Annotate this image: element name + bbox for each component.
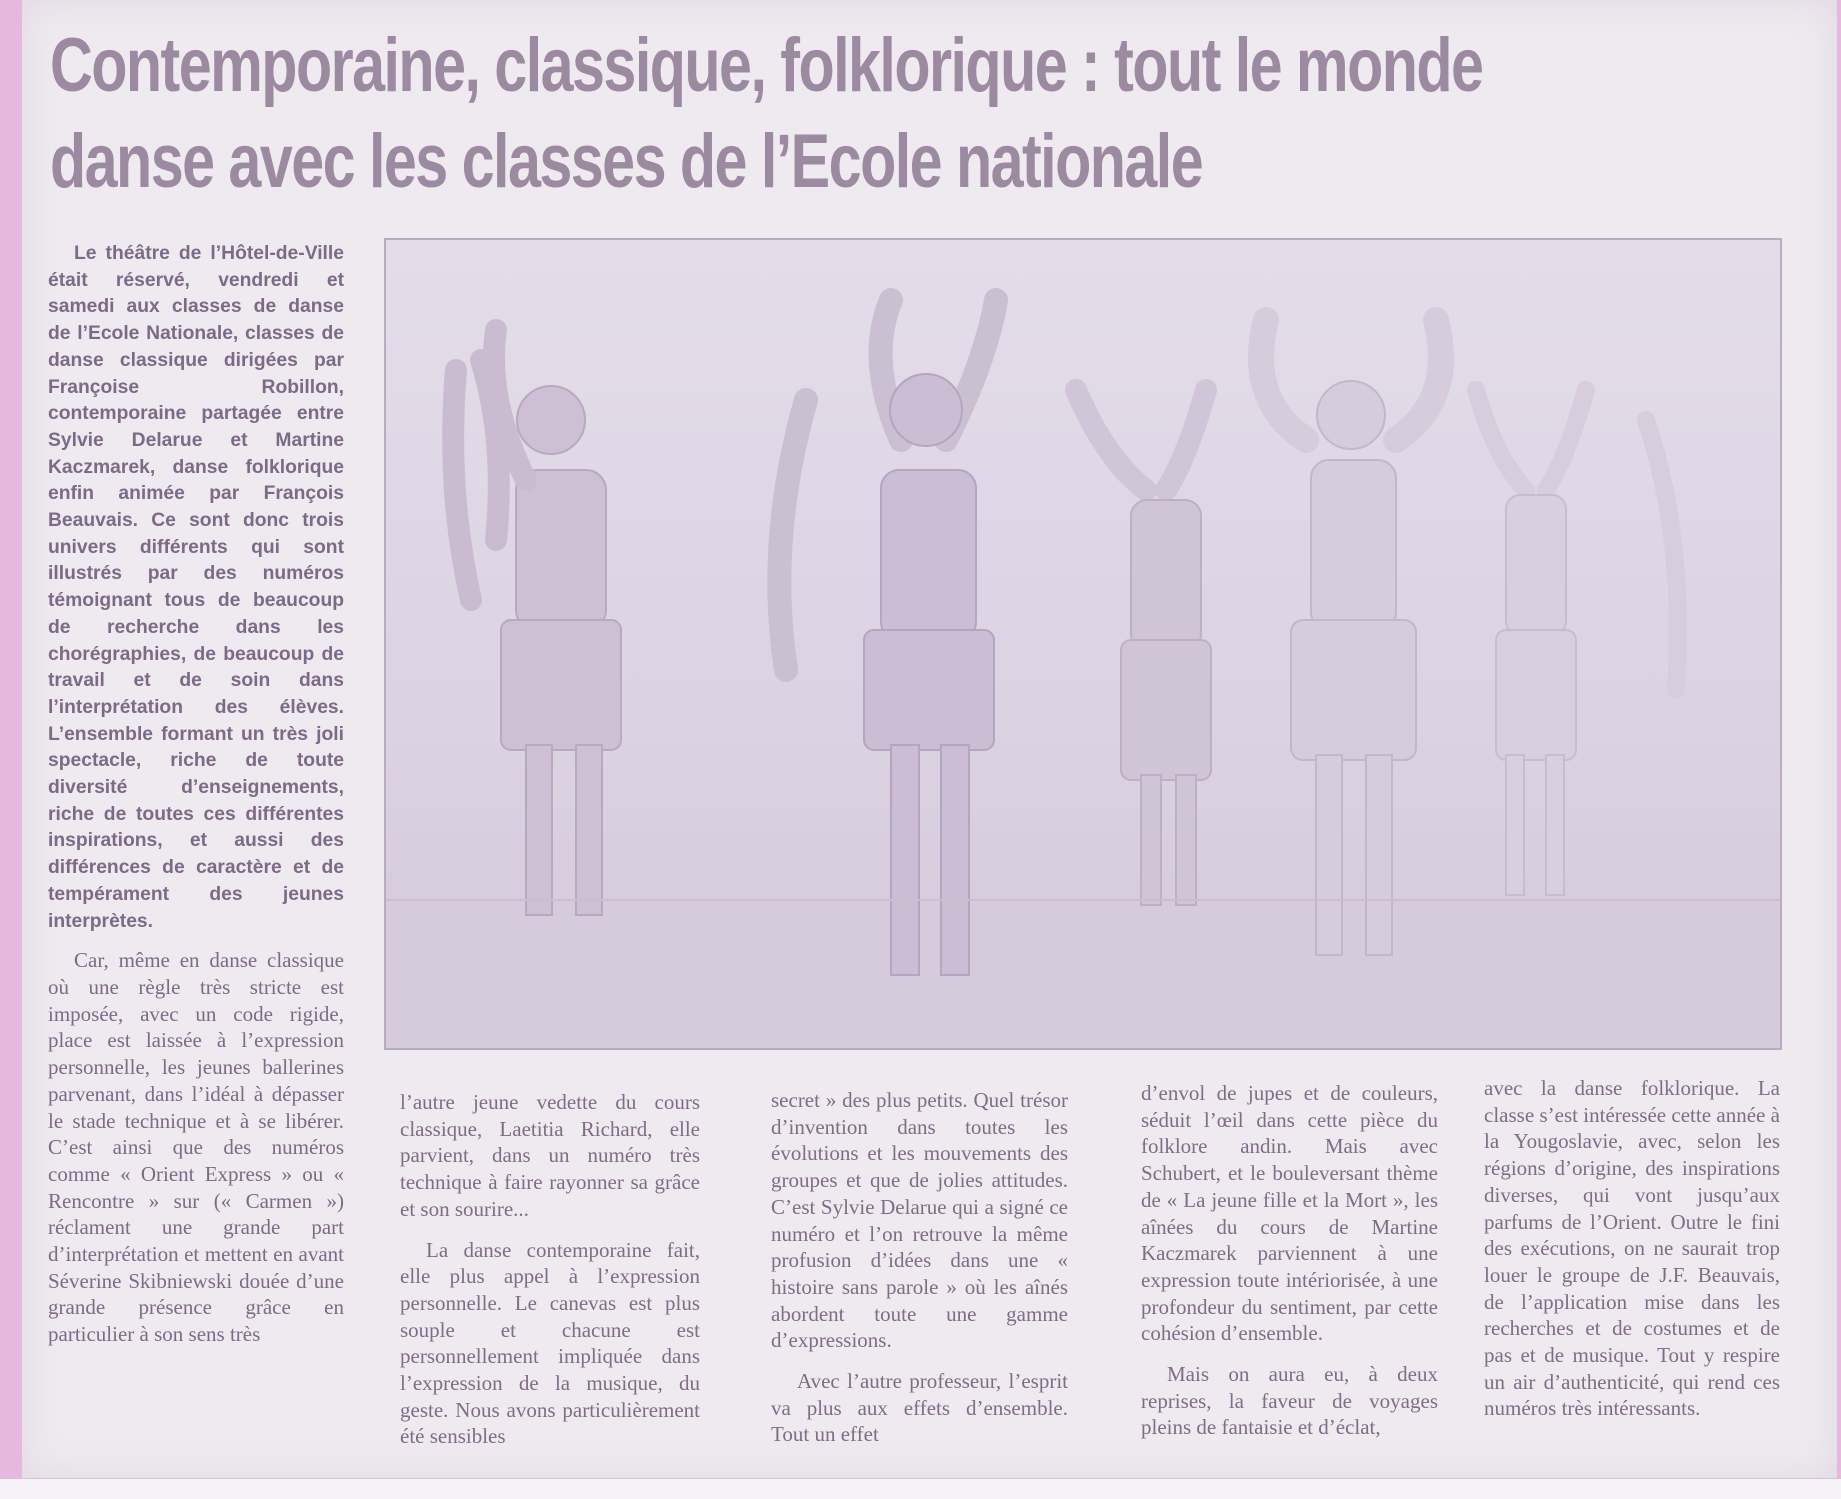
- column-5: [1484, 1075, 1780, 1475]
- column-2: [400, 1089, 700, 1459]
- headline-line-2: danse avec les classes de l’Ecole nationale: [50, 119, 1203, 204]
- headline: [50, 18, 1483, 210]
- body-paragraph: avec la danse folklorique. La classe s’est intéressée cette année à la Yougoslavie, avec, selon les régions d’origine, des inspirations diverses, qui vont jusqu’aux parfums de l’Orient. Outre le fini des exécutions, on ne saurait trop louer le groupe de J.F. Beauvais, de l’application mise dans les recherches et de costumes et de pas et de musique. Tout y respire un air d’authenticité, qui rend ces numéros très intéressants.: [1484, 1076, 1780, 1421]
- body-paragraph: secret » des plus petits. Quel trésor d’invention dans toutes les évolutions et les mouvements des groupes et que de jolies attitudes. C’est Sylvie Delarue qui a signé ce numéro et l’on retrouve la même profusion d’idées dans une « histoire sans parole » où les aînés abordent toute une gamme d’expressions.: [771, 1088, 1068, 1353]
- body-paragraph: Avec l’autre professeur, l’esprit va plus aux effets d’ensemble. Tout un effet: [771, 1369, 1068, 1447]
- dance-photo: [384, 238, 1782, 1050]
- column-3: [771, 1087, 1068, 1467]
- body-paragraph: l’autre jeune vedette du cours classique, Laetitia Richard, elle parvient, dans un numéro très technique à faire rayonner sa grâce et son sourire...: [400, 1090, 700, 1221]
- lead-paragraph: Le théâtre de l’Hôtel-de-Ville était réservé, vendredi et samedi aux classes de danse de l’Ecole Nationale, classes de danse classique dirigées par Françoise Robillon, contemporaine partagée entre Sylvie Delarue et Martine Kaczmarek, danse folklorique enfin animée par François Beauvais. Ce sont donc trois univers différents qui sont illustrés par des numéros témoignant tous de beaucoup de recherche dans les chorégraphies, de beaucoup de travail et de soin dans l’interprétation des élèves. L’ensemble formant un très joli spectacle, riche de toute diversité d’enseignements, riche de toutes ces différentes inspirations, et aussi des différences de caractère et de tempérament des jeunes interprètes.: [48, 243, 344, 932]
- column-1: [48, 241, 344, 1348]
- body-paragraph: Car, même en danse classique où une règle très stricte est imposée, avec un code rigide, place est laissée à l’expression personnelle, les jeunes ballerines parvenant, dans l’idéal à dépasser le stade technique et à se libérer. C’est ainsi que des numéros comme « Orient Express » ou « Rencontre » sur (« Carmen ») réclament une grande part d’interprétation et mettent en avant Séverine Skibniewski douée d’une grande présence grâce en particulier à son sens très: [48, 948, 344, 1347]
- body-paragraph: Mais on aura eu, à deux reprises, la faveur de voyages pleins de fantaisie et d’éclat,: [1141, 1362, 1438, 1440]
- body-paragraph: d’envol de jupes et de couleurs, séduit l’œil dans cette pièce du folklore andin. Mais avec Schubert, et le bouleversant thème de « La jeune fille et la Mort », les aînées du cours de Martine Kaczmarek parviennent à une expression toute intériorisée, à une profondeur du sentiment, par cette cohésion d’ensemble.: [1141, 1081, 1438, 1346]
- column-4: [1141, 1080, 1438, 1470]
- page-edge: [0, 1478, 1841, 1499]
- dancers-illustration: [386, 240, 1780, 1048]
- headline-line-1: Contemporaine, classique, folklorique : tout le monde: [50, 23, 1483, 108]
- body-paragraph: La danse contemporaine fait, elle plus appel à l’expression personnelle. Le canevas est plus souple et chacune est personnellement impliquée dans l’expression de la musique, du geste. Nous avons particulièrement été sensibles: [400, 1237, 700, 1449]
